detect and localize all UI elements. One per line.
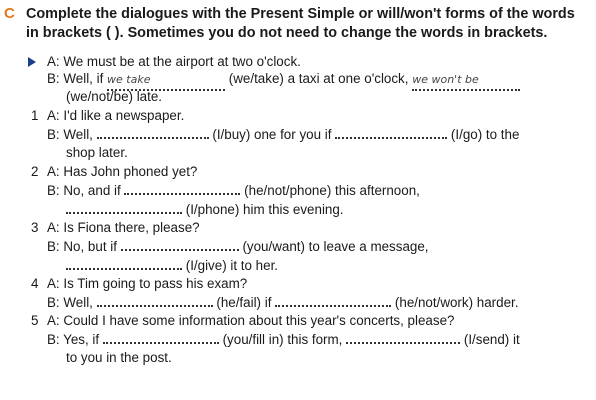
item-3-blank-2[interactable] <box>66 256 182 270</box>
item-2-blank-1[interactable] <box>124 181 240 195</box>
item-1-continuation: shop later. <box>66 145 128 160</box>
example-triangle-icon <box>28 57 36 67</box>
item-5-a-line: A: Could I have some information about this year's concerts, please? <box>47 313 455 328</box>
item-5-blank-2[interactable] <box>346 330 460 344</box>
item-1-hint-1: (I/buy) one for you if <box>212 127 332 142</box>
example-answer-1: we take <box>107 71 225 91</box>
instructions-line-2: in brackets ( ). Sometimes you do not need to change the words in brackets. <box>26 25 548 41</box>
item-5-blank-1[interactable] <box>103 330 219 344</box>
item-4-hint-2: (he/not/work) harder. <box>394 295 519 310</box>
item-5-b-line <box>47 330 520 349</box>
item-3-line-2 <box>66 256 278 275</box>
item-3-number: 3 <box>31 220 39 235</box>
instructions <box>4 4 592 43</box>
item-2-hint-1: (he/not/phone) this afternoon, <box>244 183 420 198</box>
instructions-line-1: Complete the dialogues with the Present Simple or will/won't forms of the words <box>26 6 575 22</box>
example-hint-1: (we/take) a taxi at one o'clock, <box>228 71 409 86</box>
item-5-hint-1: (you/fill in) this form, <box>222 332 343 347</box>
item-2-blank-2[interactable] <box>66 200 182 214</box>
item-1-blank-2[interactable] <box>335 125 447 139</box>
item-4-blank-2[interactable] <box>275 293 391 307</box>
item-1-b-start: B: Well, <box>47 127 93 142</box>
item-5-number: 5 <box>31 313 39 328</box>
item-5-b-start: B: Yes, if <box>47 332 100 347</box>
item-2-line-2 <box>66 200 344 219</box>
item-1-a-line: A: I'd like a newspaper. <box>47 108 185 123</box>
item-2-number: 2 <box>31 164 39 179</box>
item-2-b-line <box>47 181 420 200</box>
item-3-hint-1: (you/want) to leave a message, <box>242 239 429 254</box>
item-5-continuation: to you in the post. <box>66 350 172 365</box>
item-1-b-line <box>47 125 519 144</box>
item-3-a-line: A: Is Fiona there, please? <box>47 220 200 235</box>
item-5-hint-2: (I/send) it <box>463 332 520 347</box>
item-3-b-start: B: No, but if <box>47 239 117 254</box>
example-a-line: A: We must be at the airport at two o'clock. <box>47 54 301 69</box>
item-3-blank-1[interactable] <box>121 237 239 251</box>
item-2-b-start: B: No, and if <box>47 183 121 198</box>
item-3-b-line <box>47 237 429 256</box>
item-4-blank-1[interactable] <box>97 293 213 307</box>
item-4-b-start: B: Well, <box>47 295 93 310</box>
item-2-hint-2: (I/phone) him this evening. <box>185 202 344 217</box>
item-3-hint-2: (I/give) it to her. <box>185 258 279 273</box>
item-4-hint-1: (he/fail) if <box>216 295 272 310</box>
item-1-number: 1 <box>31 108 39 123</box>
item-1-hint-2: (I/go) to the <box>450 127 520 142</box>
example-hint-2: (we/not/be) late. <box>66 89 163 104</box>
item-4-a-line: A: Is Tim going to pass his exam? <box>47 276 248 291</box>
item-1-blank-1[interactable] <box>97 125 209 139</box>
example-answer-2: we won't be <box>412 71 520 91</box>
item-4-number: 4 <box>31 276 39 291</box>
item-2-a-line: A: Has John phoned yet? <box>47 164 198 179</box>
item-4-b-line <box>47 293 518 312</box>
exercise-letter: C <box>4 5 15 22</box>
example-b-start: B: Well, if <box>47 71 104 86</box>
